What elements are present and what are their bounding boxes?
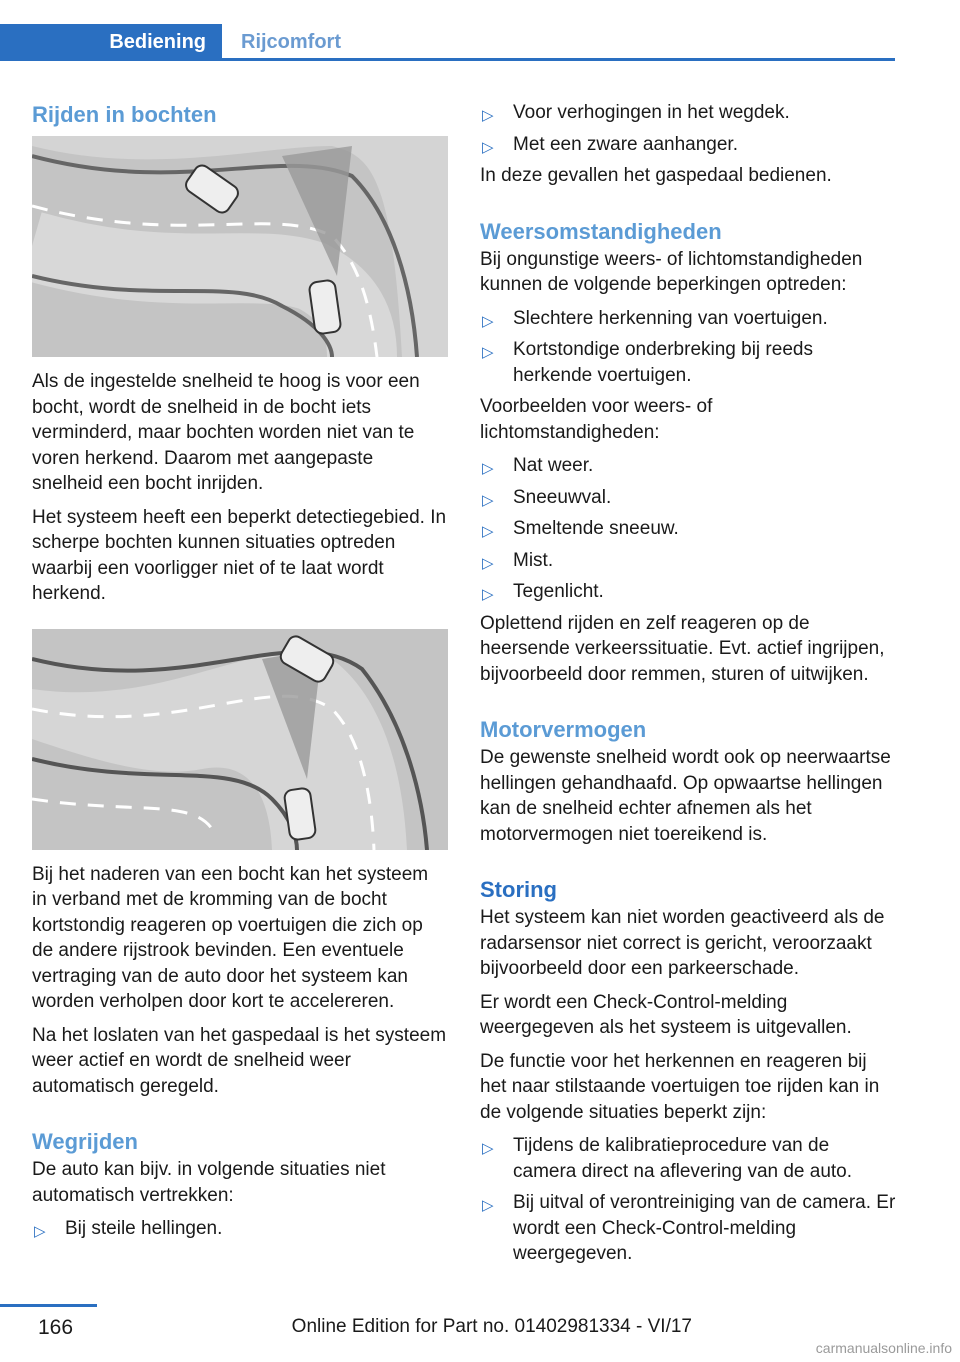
triangle-right-icon: ▷ bbox=[482, 107, 494, 124]
list-item: ▷ Smeltende sneeuw. bbox=[480, 516, 896, 542]
heading-motorvermogen: Motorvermogen bbox=[480, 717, 647, 742]
paragraph: Bij het naderen van een bocht kan het systeem in verband met de kromming van de bocht kortstondig reageren op voertuigen die zich op de andere rijstrook bevinden. Een eventuele vertraging van de auto door het systeem kan worden verholpen door kort te accelereren. bbox=[32, 863, 429, 1012]
paragraph: Het systeem heeft een beperkt detectiegebied. In scherpe bochten kunnen situaties optreden waarbij een voorligger niet of te laat wordt herkend. bbox=[32, 506, 447, 604]
edition-label: Online Edition for Part no. 01402981334 - VI/17 bbox=[291, 1316, 692, 1337]
list-item: ▷ Met een zware aanhanger. bbox=[480, 132, 896, 158]
list-item: ▷ Kortstondige onderbreking bij reeds herkende voertuigen. bbox=[482, 339, 813, 386]
page-number: 166 bbox=[38, 1316, 74, 1339]
tab-bediening[interactable]: Bediening bbox=[0, 24, 222, 61]
bullet-list bbox=[480, 306, 896, 389]
watermark: carmanualsonline.info bbox=[815, 1340, 952, 1356]
paragraph: De gewenste snelheid wordt ook op neerwaartse hellingen gehandhaafd. Op opwaartse hellingen kan de snelheid echter afnemen als het motorvermogen niet toereikend is. bbox=[480, 747, 891, 845]
list-item: ▷ Bij steile hellingen. bbox=[32, 1216, 448, 1242]
list-item: ▷ Voor verhogingen in het wegdek. bbox=[480, 100, 896, 126]
bullet-list bbox=[480, 453, 896, 605]
curve-illustration-2 bbox=[32, 629, 448, 850]
triangle-right-icon: ▷ bbox=[482, 460, 494, 477]
list-item: ▷ Slechtere herkenning van voertuigen. bbox=[480, 306, 896, 332]
paragraph: Voorbeelden voor weers- of lichtomstandigheden: bbox=[480, 396, 713, 443]
triangle-right-icon: ▷ bbox=[482, 491, 494, 509]
triangle-right-icon: ▷ bbox=[482, 312, 494, 330]
paragraph: Oplettend rijden en zelf reageren op de heersende verkeerssituatie. Evt. actief ingrijpen, bijvoorbeeld door remmen, sturen of uitwijken. bbox=[480, 612, 885, 685]
chapter-tabs bbox=[0, 24, 895, 61]
triangle-right-icon: ▷ bbox=[482, 1140, 494, 1157]
tab-underline bbox=[0, 58, 895, 61]
bullet-list bbox=[480, 1133, 896, 1267]
bullet-list bbox=[480, 100, 896, 157]
triangle-right-icon: ▷ bbox=[482, 586, 494, 603]
heading-weersomstandigheden: Weersomstandigheden bbox=[480, 218, 722, 244]
triangle-right-icon: ▷ bbox=[482, 1197, 494, 1214]
heading-rijden-in-bochten: Rijden in bochten bbox=[32, 102, 217, 127]
paragraph: De auto kan bijv. in volgende situaties niet automatisch vertrekken: bbox=[32, 1159, 386, 1206]
tab-rijcomfort[interactable]: Rijcomfort bbox=[241, 31, 341, 53]
paragraph: Na het loslaten van het gaspedaal is het systeem weer actief en wordt de snelheid weer automatisch geregeld. bbox=[32, 1024, 447, 1097]
paragraph: Het systeem kan niet worden geactiveerd als de radarsensor niet correct is gericht, veroorzaakt bijvoorbeeld door een parkeerschade. bbox=[480, 907, 885, 979]
curve-illustration-1 bbox=[32, 136, 448, 357]
triangle-right-icon: ▷ bbox=[34, 1223, 46, 1240]
triangle-right-icon: ▷ bbox=[482, 523, 494, 540]
left-column bbox=[32, 100, 448, 1248]
paragraph: De functie voor het herkennen en reageren bij het naar stilstaande voertuigen toe rijden kan in de volgende situaties beperkt zijn: bbox=[480, 1050, 880, 1123]
heading-storing: Storing bbox=[480, 877, 557, 902]
list-item: ▷ Mist. bbox=[480, 548, 896, 574]
list-item: ▷ Bij uitval of verontreiniging van de camera. Er wordt een Check-Control-melding weergegeven. bbox=[482, 1192, 896, 1264]
paragraph: Er wordt een Check-Control-melding weergegeven als het systeem is uitgevallen. bbox=[480, 991, 852, 1038]
list-item: ▷ Sneeuwval. bbox=[480, 485, 896, 511]
page-number-bar bbox=[0, 1304, 97, 1307]
bullet-list bbox=[32, 1216, 448, 1242]
paragraph: In deze gevallen het gaspedaal bedienen. bbox=[480, 165, 832, 186]
list-item: ▷ Tijdens de kalibratieprocedure van de camera direct na aflevering van de auto. bbox=[482, 1135, 853, 1182]
list-item: ▷ Nat weer. bbox=[480, 453, 896, 479]
triangle-right-icon: ▷ bbox=[482, 138, 494, 156]
paragraph: Als de ingestelde snelheid te hoog is voor een bocht, wordt de snelheid in de bocht iets verminderd, maar bochten worden niet van te voren herkend. Daarom met aangepaste snelheid een bocht inrijden. bbox=[32, 371, 420, 494]
triangle-right-icon: ▷ bbox=[482, 344, 494, 361]
triangle-right-icon: ▷ bbox=[482, 554, 494, 572]
heading-wegrijden: Wegrijden bbox=[32, 1129, 138, 1154]
list-item: ▷ Tegenlicht. bbox=[480, 579, 896, 605]
right-column bbox=[480, 100, 896, 1273]
paragraph: Bij ongunstige weers- of lichtomstandigheden kunnen de volgende beperkingen optreden: bbox=[480, 248, 863, 295]
